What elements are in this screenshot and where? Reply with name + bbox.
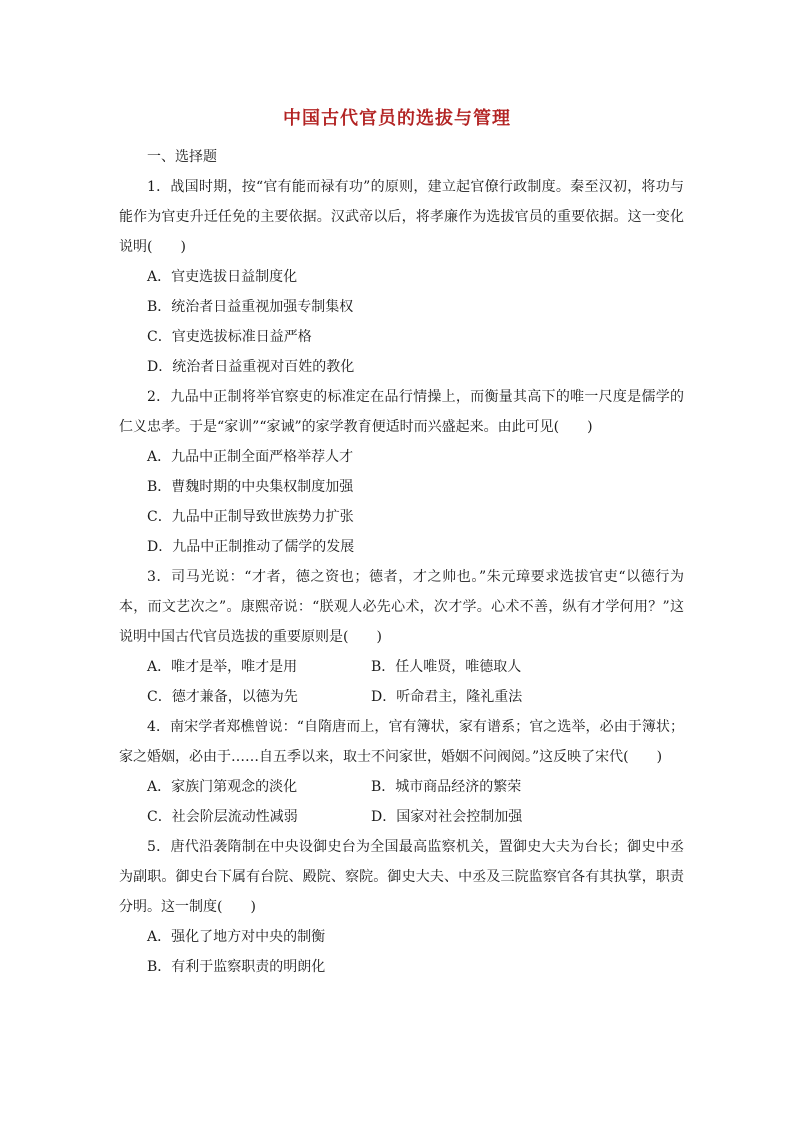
page-title: 中国古代官员的选拔与管理 [283,108,511,129]
section-heading: 一、选择题 [147,149,217,165]
option-b: B．曹魏时期的中央集权制度加强 [147,479,354,495]
option-row [119,652,684,682]
question-1 [119,172,684,382]
question-2 [119,382,684,562]
question-stem: 2．九品中正制将举官察吏的标准定在品行情操上，而衡量其高下的唯一尺度是儒学的仁义忠孝。于是“家训”“家诫”的家学教育便适时而兴盛起来。由此可见( ) [119,389,684,435]
question-list [119,142,684,982]
option-d: D．听命君主，隆礼重法 [371,689,523,705]
question-stem: 5．唐代沿袭隋制在中央设御史台为全国最高监察机关，置御史大夫为台长；御史中丞为副职。御史台下属有台院、殿院、察院。御史大夫、中丞及三院监察官各有其执掌，职责分明。这一制度( ) [119,839,684,915]
question-5 [119,832,684,982]
option-d: D．统治者日益重视对百姓的教化 [147,359,355,375]
option-row [119,772,684,802]
question-stem: 4．南宋学者郑樵曾说：“自隋唐而上，官有簿状，家有谱系；官之选举，必由于簿状；家之婚姻，必由于……自五季以来，取士不问家世，婚姻不问阀阅。”这反映了宋代( ) [119,719,684,765]
option-row [119,682,684,712]
option-b: B．城市商品经济的繁荣 [371,779,522,795]
option-a: A．官吏选拔日益制度化 [147,269,298,285]
option-c: C．德才兼备，以德为先 [147,689,298,705]
option-a: A．唯才是举，唯才是用 [147,659,298,675]
option-a: A．强化了地方对中央的制衡 [147,929,326,945]
question-3 [119,562,684,712]
question-stem: 1．战国时期，按“官有能而禄有功”的原则，建立起官僚行政制度。秦至汉初，将功与能作为官吏升迁任免的主要依据。汉武帝以后，将孝廉作为选拔官员的重要依据。这一变化说明( ) [119,179,684,255]
option-b: B．统治者日益重视加强专制集权 [147,299,354,315]
option-a: A．九品中正制全面严格举荐人才 [147,449,354,465]
option-c: C．社会阶层流动性减弱 [147,809,298,825]
question-4 [119,712,684,832]
option-c: C．官吏选拔标准日益严格 [147,329,312,345]
option-b: B．有利于监察职责的明朗化 [147,959,326,975]
question-stem: 3．司马光说：“才者，德之资也；德者，才之帅也。”朱元璋要求选拔官吏“以德行为本，而文艺次之”。康熙帝说：“朕观人必先心术，次才学。心术不善，纵有才学何用？”这说明中国古代官员选拔的重要原则是( ) [119,569,684,645]
option-b: B．任人唯贤，唯德取人 [371,659,522,675]
option-row [119,802,684,832]
option-a: A．家族门第观念的淡化 [147,779,298,795]
option-d: D．国家对社会控制加强 [371,809,523,825]
option-d: D．九品中正制推动了儒学的发展 [147,539,355,555]
option-c: C．九品中正制导致世族势力扩张 [147,509,354,525]
